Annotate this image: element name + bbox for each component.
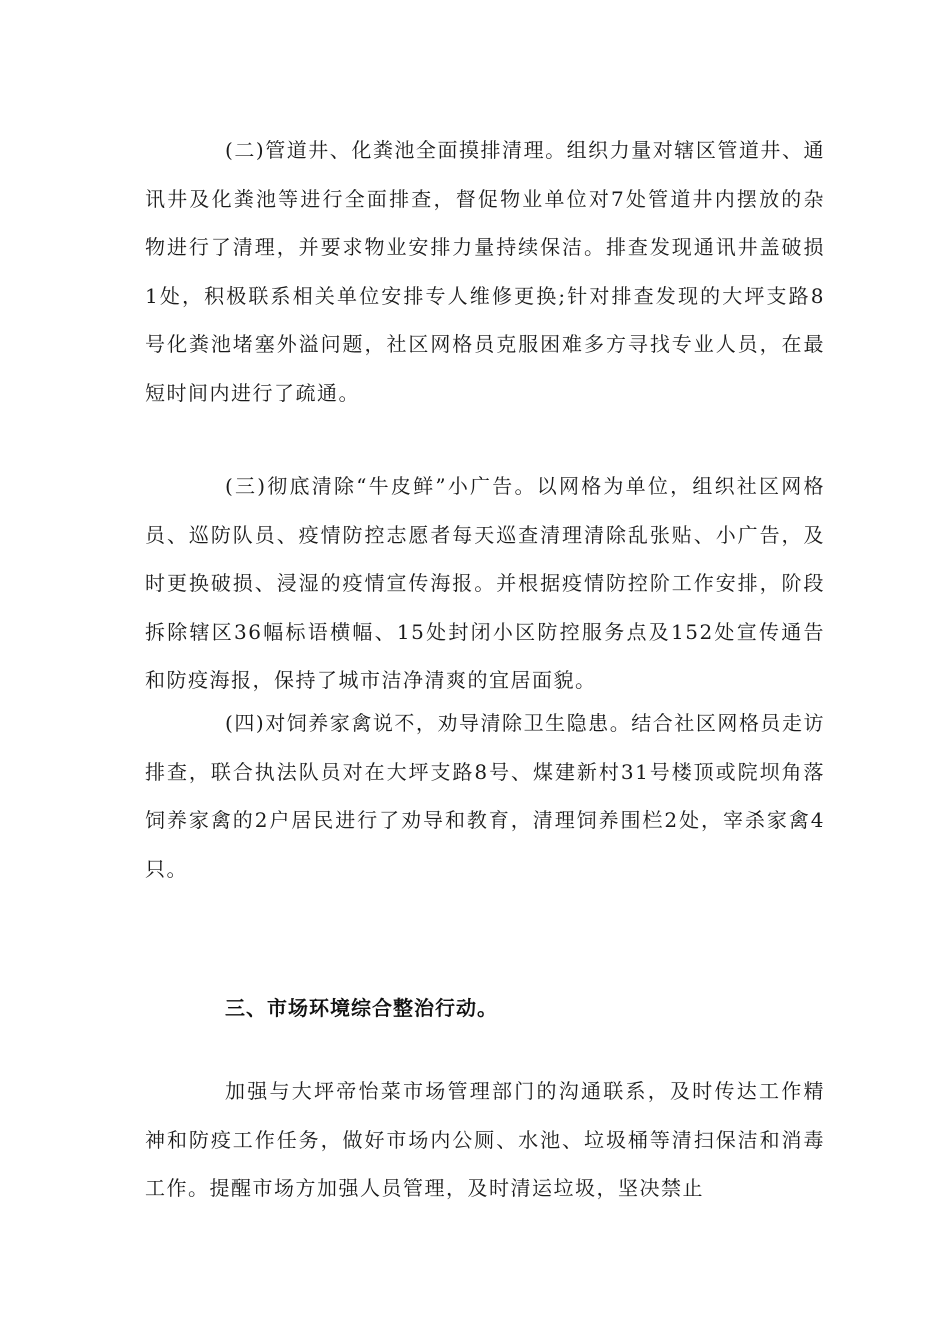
paragraph-pipe-well-cleanup: (二)管道井、化粪池全面摸排清理。组织力量对辖区管道井、通讯井及化粪池等进行全面排查，督促物业单位对7处管道井内摆放的杂物进行了清理，并要求物业安排力量持续保洁。排查发现通讯井盖破损1处，积极联系相关单位安排专人维修更换;针对排查发现的大坪支路8号化粪池堵塞外溢问题，社区网格员克服困难多方寻找专业人员，在最短时间内进行了疏通。 (145, 138, 825, 405)
paragraph-ad-removal: (三)彻底清除“牛皮鲜”小广告。以网格为单位，组织社区网格员、巡防队员、疫情防控志愿者每天巡查清理清除乱张贴、小广告，及时更换破损、浸湿的疫情宣传海报。并根据疫情防控阶工作安排，阶段拆除辖区36幅标语横幅、15处封闭小区防控服务点及152处宣传通告和防疫海报，保持了城市洁净清爽的宜居面貌。 (145, 474, 825, 693)
paragraph-poultry-discouragement: (四)对饲养家禽说不，劝导清除卫生隐患。结合社区网格员走访排查，联合执法队员对在大坪支路8号、煤建新村31号楼顶或院坝角落饲养家禽的2户居民进行了劝导和教育，清理饲养围栏2处，宰杀家禽4只。 (145, 711, 825, 881)
section-heading-market-rectification: 三、市场环境综合整治行动。 (225, 996, 498, 1020)
paragraph-market-coordination: 加强与大坪帝怡菜市场管理部门的沟通联系，及时传达工作精神和防疫工作任务，做好市场内公厕、水池、垃圾桶等清扫保洁和消毒工作。提醒市场方加强人员管理，及时清运垃圾，坚决禁止 (145, 1079, 825, 1201)
